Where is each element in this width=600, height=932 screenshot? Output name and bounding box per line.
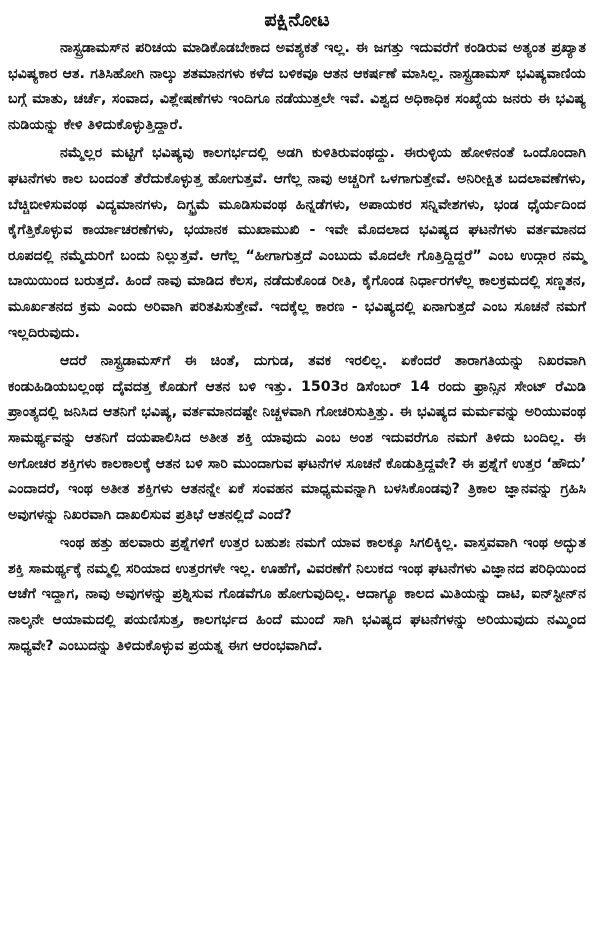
paragraph-4: ಇಂಥ ಹತ್ತು ಹಲವಾರು ಪ್ರಶ್ನೆಗಳಿಗೆ ಉತ್ತರ ಬಹುಶಃ ನಮಗೆ ಯಾವ ಕಾಲಕ್ಕೂ ಸಿಗಲಿಕ್ಕಿಲ್ಲ. ವಾಸ್ತವವಾಗಿ ಇಂಥ ಅದ್ಭುತ ಶಕ್ತಿ ಸಾಮರ್ಥ್ಯಕ್ಕೆ ನಮ್ಮಲ್ಲಿ ಸರಿಯಾದ ಉತ್ತರಗಳೇ ಇಲ್ಲ. ಊಹೆಗೆ, ವಿವರಣೆಗೆ ನಿಲುಕದ ಇಂಥ ಘಟನೆಗಳು ವಿಜ್ಞಾನದ ಪರಿಧಿಯಿಂದ ಆಚೆಗೆ ಇದ್ದಾಗ, ನಾವು ಅವುಗಳನ್ನು ಪ್ರಶ್ನಿಸುವ ಗೊಡವೆಗೂ ಹೋಗುವುದಿಲ್ಲ. ಆದಾಗ್ಯೂ ಕಾಲದ ಮಿತಿಯನ್ನು ದಾಟಿ, ಐನ್‌ಸ್ಟೀನ್‌ನ ನಾಲ್ಕನೇ ಆಯಾಮದಲ್ಲಿ ಪಯಣಿಸುತ್ತ, ಕಾಲಗರ್ಭದ ಹಿಂದೆ ಮುಂದೆ ಸಾಗಿ ಭವಿಷ್ಯದ ಘಟನೆಗಳನ್ನು ಅರಿಯುವುದು ನಮ್ಮಿಂದ ಸಾಧ್ಯವೇ? ಎಂಬುದನ್ನು ತಿಳಿದುಕೊಳ್ಳುವ ಪ್ರಯತ್ನ ಈಗ ಆರಂಭವಾಗಿದೆ. xyxy=(8,535,586,654)
paragraph-2: ನಮ್ಮೆಲ್ಲರ ಮಟ್ಟಿಗೆ ಭವಿಷ್ಯವು ಕಾಲಗರ್ಭದಲ್ಲಿ ಅಡಗಿ ಕುಳಿತಿರುವಂಥದ್ದು. ಈರುಳ್ಳಿಯ ಹೋಳಿನಂತೆ ಒಂದೊಂದಾಗಿ ಘಟನೆಗಳು ಕಾಲ ಬಂದಂತೆ ತೆರೆದುಕೊಳ್ಳುತ್ತ ಹೋಗುತ್ತವೆ. ಆಗೆಲ್ಲ ನಾವು ಅಚ್ಚರಿಗೆ ಒಳಗಾಗುತ್ತೇವೆ. ಅನಿರೀಕ್ಷಿತ ಬದಲಾವಣೆಗಳು, ಬೆಚ್ಚಿಬೀಳಿಸುವಂಥ ವಿದ್ಯಮಾನಗಳು, ದಿಗ್ಭ್ರಮೆ ಮೂಡಿಸುವಂಥ ಹಿನ್ನಡೆಗಳು, ಅಪಾಯಕರ ಸನ್ನಿವೇಶಗಳು, ಭಂಡ ಧೈರ್ಯದಿಂದ ಕೈಗೆತ್ತಿಕೊಳ್ಳುವ ಕಾರ್ಯಾಚರಣೆಗಳು, ಭಯಾನಕ ಮುಖಾಮುಖಿ - ಇವೇ ಮೊದಲಾದ ಭವಿಷ್ಯದ ಘಟನೆಗಳು ವರ್ತಮಾನದ ರೂಪದಲ್ಲಿ ನಮ್ಮೆದುರಿಗೆ ಬಂದು ನಿಲ್ಲುತ್ತವೆ. ಆಗೆಲ್ಲ “ಹೀಗಾಗುತ್ತದೆ ಎಂಬುದು ಮೊದಲೇ ಗೊತ್ತಿದ್ದಿದ್ದರೆ” ಎಂಬ ಉದ್ಗಾರ ನಮ್ಮ ಬಾಯಿಯಿಂದ ಬರುತ್ತದೆ. ಹಿಂದೆ ನಾವು ಮಾಡಿದ ಕೆಲಸ, ನಡೆದುಕೊಂಡ ರೀತಿ, ಕೈಗೊಂಡ ನಿರ್ಧಾರಗಳೆಲ್ಲ ಕಾಲಕ್ರಮದಲ್ಲಿ ಸಣ್ಣತನ, ಮೂರ್ಖತನದ ಕ್ರಮ ಎಂದು ಅರಿವಾಗಿ ಪರಿತಪಿಸುತ್ತೇವೆ. ಇದಕ್ಕೆಲ್ಲ ಕಾರಣ - ಭವಿಷ್ಯದಲ್ಲಿ ಏನಾಗುತ್ತದೆ ಎಂಬ ಸೂಚನೆ ನಮಗೆ ಇಲ್ಲದಿರುವುದು. xyxy=(8,145,586,341)
paragraph-1: ನಾಸ್ಟ್ರಡಾಮಸ್‌ನ ಪರಿಚಯ ಮಾಡಿಕೊಡಬೇಕಾದ ಅವಶ್ಯಕತೆ ಇಲ್ಲ. ಈ ಜಗತ್ತು ಇದುವರೆಗೆ ಕಂಡಿರುವ ಅತ್ಯಂತ ಪ್ರಖ್ಯಾತ ಭವಿಷ್ಯಕಾರ ಆತ. ಗತಿಸಿಹೋಗಿ ನಾಲ್ಕು ಶತಮಾನಗಳು ಕಳೆದ ಬಳಿಕವೂ ಆತನ ಆಕರ್ಷಣೆ ಮಾಸಿಲ್ಲ. ನಾಸ್ಟ್ರಡಾಮಸ್ ಭವಿಷ್ಯವಾಣಿಯ ಬಗ್ಗೆ ಮಾತು, ಚರ್ಚೆ, ಸಂವಾದ, ವಿಶ್ಲೇಷಣೆಗಳು ಇಂದಿಗೂ ನಡೆಯುತ್ತಲೇ ಇವೆ. ವಿಶ್ವದ ಅಧಿಕಾಧಿಕ ಸಂಖ್ಯೆಯ ಜನರು ಈ ಭವಿಷ್ಯ ನುಡಿಯನ್ನು ಕೇಳಿ ತಿಳಿದುಕೊಳ್ಳುತ್ತಿದ್ದಾರೆ. xyxy=(8,40,586,133)
paragraph-3: ಆದರೆ ನಾಸ್ಟ್ರಡಾಮಸ್‌ಗೆ ಈ ಚಿಂತೆ, ದುಗುಡ, ತವಕ ಇರಲಿಲ್ಲ. ಏಕೆಂದರೆ ತಾರಾಗತಿಯನ್ನು ನಿಖರವಾಗಿ ಕಂಡುಹಿಡಿಯಬಲ್ಲಂಥ ದೈವದತ್ತ ಕೊಡುಗೆ ಆತನ ಬಳಿ ಇತ್ತು. 1503ರ ಡಿಸೆಂಬರ್ 14 ರಂದು ಫ್ರಾನ್ಸಿನ ಸೇಂಟ್ ರೆಮಿಡಿ ಪ್ರಾಂತ್ಯದಲ್ಲಿ ಜನಿಸಿದ ಆತನಿಗೆ ಭವಿಷ್ಯ, ವರ್ತಮಾನದಷ್ಟೇ ನಿಚ್ಚಳವಾಗಿ ಗೋಚರಿಸುತ್ತಿತ್ತು. ಈ ಭವಿಷ್ಯದ ಮರ್ಮವನ್ನು ಅರಿಯುವಂಥ ಸಾಮರ್ಥ್ಯವನ್ನು ಆತನಿಗೆ ದಯಪಾಲಿಸಿದ ಅತೀತ ಶಕ್ತಿ ಯಾವುದು ಎಂಬ ಅಂಶ ಇದುವರೆಗೂ ನಮಗೆ ತಿಳಿದು ಬಂದಿಲ್ಲ. ಈ ಅಗೋಚರ ಶಕ್ತಿಗಳು ಕಾಲಕಾಲಕ್ಕೆ ಆತನ ಬಳಿ ಸಾರಿ ಮುಂದಾಗುವ ಘಟನೆಗಳ ಸೂಚನೆ ಕೊಡುತ್ತಿದ್ದವೇ? ಈ ಪ್ರಶ್ನೆಗೆ ಉತ್ತರ ‘ಹೌದು’ ಎಂದಾದರೆ, ಇಂಥ ಅತೀತ ಶಕ್ತಿಗಳು ಆತನನ್ನೇ ಏಕೆ ಸಂವಹನ ಮಾಧ್ಯಮವನ್ನಾಗಿ ಬಳಸಿಕೊಂಡವು? ತ್ರಿಕಾಲ ಜ್ಞಾನವನ್ನು ಗ್ರಹಿಸಿ ಅವುಗಳನ್ನು ನಿಖರವಾಗಿ ದಾಖಲಿಸುವ ಪ್ರತಿಭೆ ಆತನಲ್ಲಿದೆ ಎಂದೆ? xyxy=(8,353,586,523)
page-title: ಪಕ್ಷಿನೋಟ xyxy=(264,9,330,31)
